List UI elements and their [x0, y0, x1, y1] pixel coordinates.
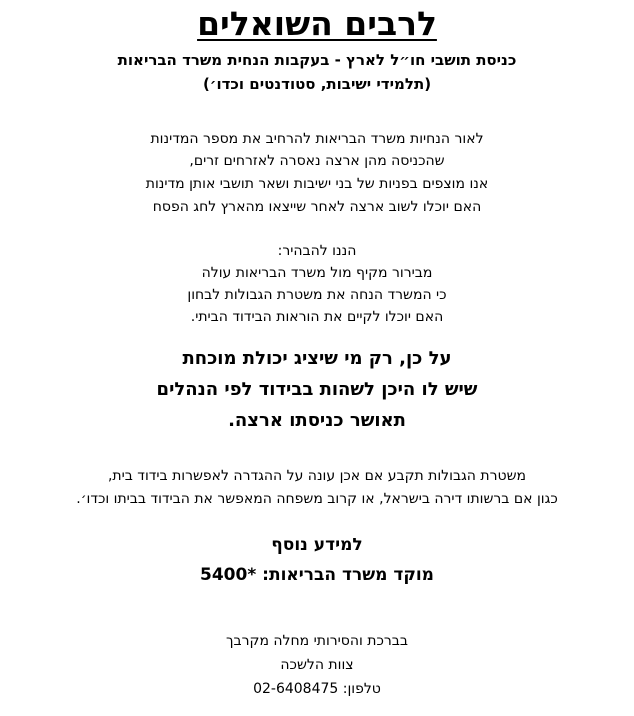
- phone-number: 02-6408475: [253, 681, 339, 697]
- hotline-line: [0, 564, 634, 586]
- more-info-heading: למידע נוסף: [271, 535, 363, 555]
- paragraph1-line-2: שהכניסה מהן ארצה נאסרה לאזרחים זרים,: [189, 153, 445, 169]
- paragraph1-line-3: אנו מוצפים בפניות של בני ישיבות ושאר תושבי אותן מדינות: [145, 176, 489, 192]
- paragraph2-line-1: הננו להבהיר:: [277, 243, 357, 259]
- paragraph1-line-4: האם יוכלו לשוב ארצה לאחר שייצאו מהארץ לחג הפסח: [152, 199, 482, 215]
- emphasis-line-1: על כן, רק מי שיציג יכולת מוכחת: [182, 348, 452, 369]
- notice-title: לרבים השואלים: [197, 4, 437, 43]
- subtitle-line-1: כניסת תושבי חו״ל לארץ - בעקבות הנחית משרד הבריאות: [117, 51, 517, 69]
- subtitle-line-2: (תלמידי ישיבות, סטודנטים וכדו׳): [202, 75, 432, 93]
- emphasis-line-2: שיש לו היכן לשהות בבידוד לפי הנהלים: [156, 379, 478, 400]
- paragraph3-line-1: משטרת הגבולות תקבע אם אכן עונה על ההגדרה לאפשרות בידוד בית,: [107, 468, 527, 484]
- hotline-label: מוקד משרד הבריאות:: [262, 565, 434, 585]
- paragraph2-line-2: מבירור מקיף מול משרד הבריאות עולה: [201, 265, 433, 281]
- phone-label: טלפון:: [342, 681, 381, 697]
- paragraph2-line-4: האם יוכלו לקיים את הוראות הבידוד הביתי.: [190, 309, 444, 325]
- signature-team: צוות הלשכה: [280, 657, 354, 673]
- signature-phone: [0, 680, 634, 698]
- paragraph2-line-3: כי המשרד הנחה את משטרת הגבולות לבחון: [187, 287, 447, 303]
- hotline-number: 5400*: [200, 565, 257, 585]
- signature-blessing: בברכת והסירותי מחלה מקרבך: [226, 633, 408, 649]
- emphasis-line-3: תאושר כניסתו ארצה.: [228, 410, 406, 431]
- paragraph3-line-2: כגון אם ברשותו דירה בישראל, או קרוב משפחה המאפשר את הבידוד בביתו וכדו׳.: [76, 491, 558, 507]
- paragraph1-line-1: לאור הנחיות משרד הבריאות להרחיב את מספר המדינות: [150, 131, 484, 147]
